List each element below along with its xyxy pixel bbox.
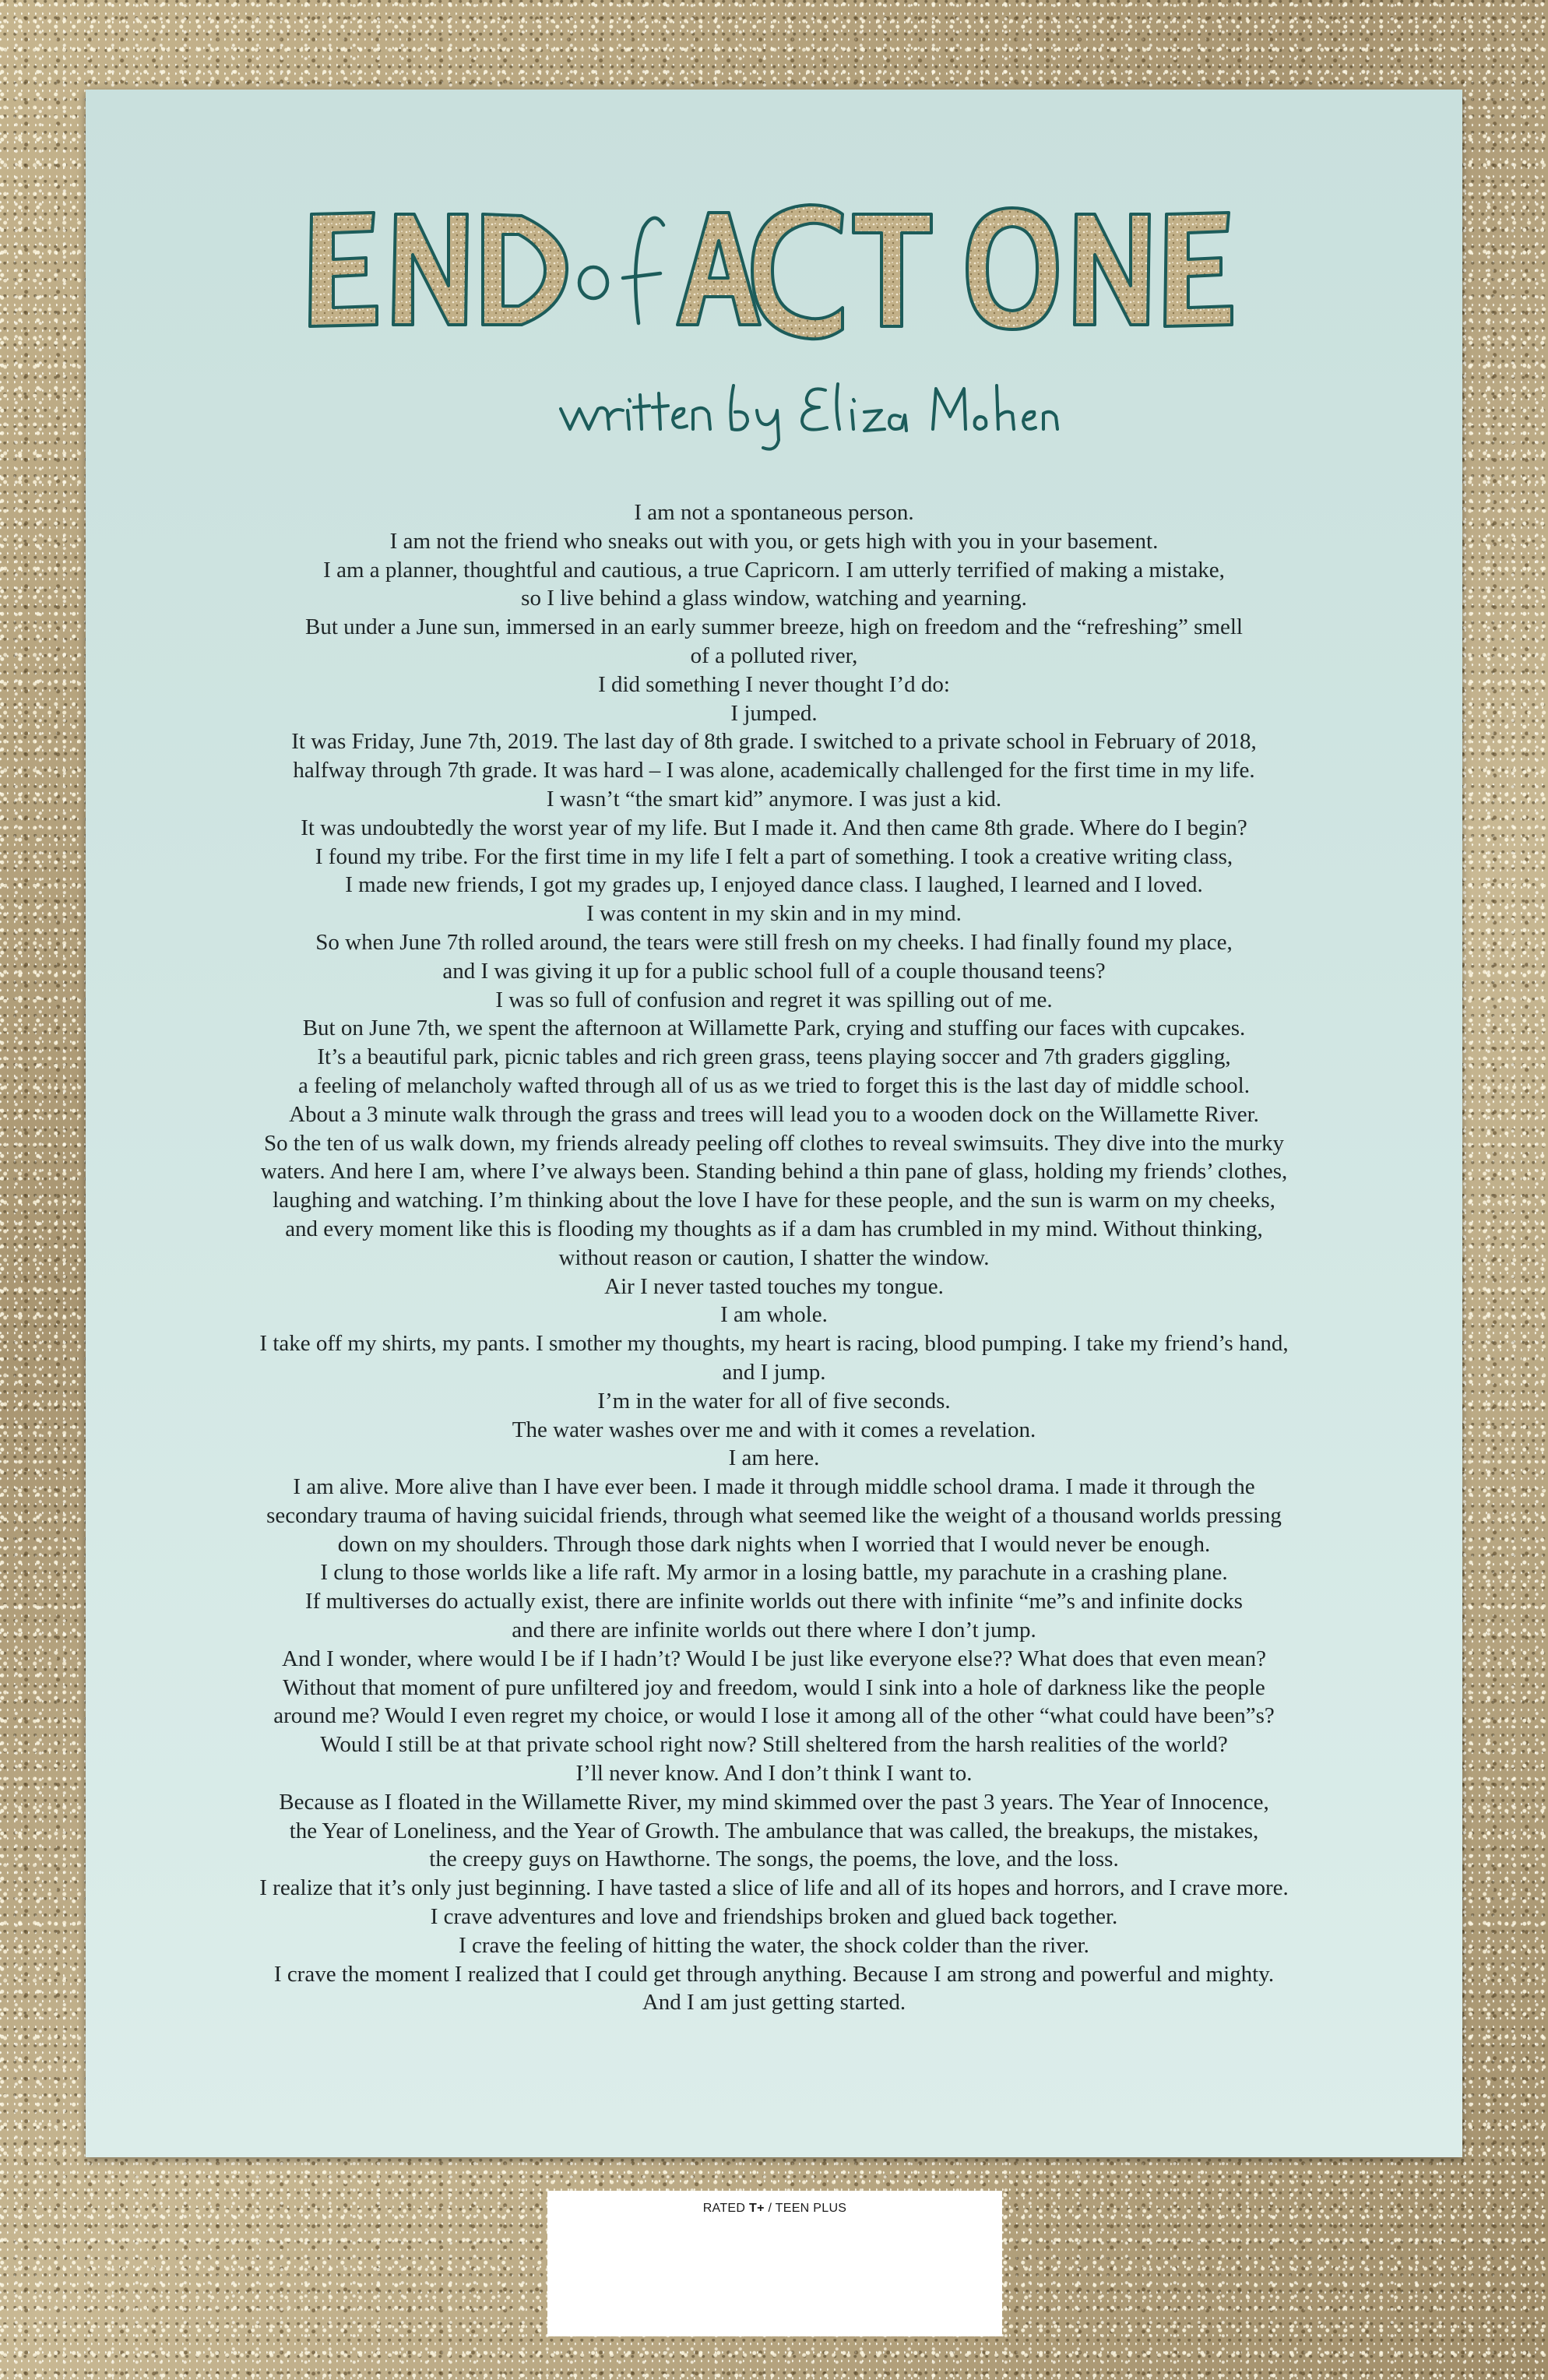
poem-line: I was so full of confusion and regret it was spilling out of me. <box>495 987 1053 1012</box>
poem-line: around me? Would I even regret my choice, or would I lose it among all of the other “what could have been”s? <box>273 1703 1275 1729</box>
poem-line: waters. And here I am, where I’ve always been. Standing behind a thin pane of glass, holding my friends’ clothes, <box>260 1159 1288 1185</box>
poem-line: laughing and watching. I’m thinking about the love I have for these people, and the sun is warm on my cheeks, <box>273 1188 1275 1213</box>
poem-line: But on June 7th, we spent the afternoon at Willamette Park, crying and stuffing our faces with cupcakes. <box>302 1016 1246 1041</box>
poem-line: I crave the feeling of hitting the water, the shock colder than the river. <box>459 1932 1089 1958</box>
poem-line: Would I still be at that private school right now? Still sheltered from the harsh realities of the world? <box>320 1732 1228 1758</box>
poem-line: and every moment like this is flooding my thoughts as if a dam has crumbled in my mind. Without thinking, <box>285 1216 1263 1241</box>
poem-line: About a 3 minute walk through the grass and trees will lead you to a wooden dock on the Willamette River. <box>289 1101 1259 1127</box>
poem-line: I jumped. <box>730 700 818 726</box>
poem-line: So the ten of us walk down, my friends already peeling off clothes to reveal swimsuits. They dive into the murky <box>263 1130 1285 1156</box>
poem-line: I’ll never know. And I don’t think I want to. <box>575 1761 973 1787</box>
poem-line: I crave the moment I realized that I could get through anything. Because I am strong and powerful and mighty. <box>273 1961 1275 1987</box>
poem-line: But under a June sun, immersed in an early summer breeze, high on freedom and the “refreshing” smell <box>305 614 1243 640</box>
poem-line: I clung to those worlds like a life raft. My armor in a losing battle, my parachute in a crashing plane. <box>320 1560 1228 1586</box>
rating-label <box>547 2202 1002 2216</box>
poem-line: I realize that it’s only just beginning. I have tasted a slice of life and all of its hopes and horrors, and I crave more. <box>259 1875 1289 1901</box>
poem-line: down on my shoulders. Through those dark nights when I worried that I would never be enough. <box>337 1531 1211 1557</box>
byline-script <box>553 362 1067 456</box>
title-lettering <box>296 191 1332 347</box>
rating-prefix: RATED <box>702 2202 749 2215</box>
poem-line: halfway through 7th grade. It was hard – I was alone, academically challenged for the first time in my life. <box>293 758 1255 783</box>
poem-line: and I jump. <box>722 1359 826 1385</box>
poem-line: of a polluted river, <box>690 643 858 668</box>
poem-line: I am whole. <box>720 1302 828 1328</box>
poem-line: So when June 7th rolled around, the tears were still fresh on my cheeks. I had finally found my place, <box>315 929 1233 955</box>
poem-line: the Year of Loneliness, and the Year of Growth. The ambulance that was called, the breakups, the mistakes, <box>289 1818 1259 1843</box>
poem-line: I wasn’t “the smart kid” anymore. I was just a kid. <box>546 786 1002 812</box>
poem-line: The water washes over me and with it comes a revelation. <box>512 1417 1036 1442</box>
poem-line: And I wonder, where would I be if I hadn’t? Would I be just like everyone else?? What does that even mean? <box>281 1646 1267 1671</box>
poem-line: secondary trauma of having suicidal friends, through what seemed like the weight of a thousand worlds pressing <box>266 1502 1282 1528</box>
poem-line: so I live behind a glass window, watching and yearning. <box>521 586 1027 611</box>
poem-line: and there are infinite worlds out there where I don’t jump. <box>512 1618 1036 1643</box>
title-block <box>86 191 1462 448</box>
poem-line: I take off my shirts, my pants. I smother my thoughts, my heart is racing, blood pumping. I take my friend’s hand, <box>259 1331 1289 1357</box>
poem-text <box>179 498 1369 2017</box>
poem-line: Without that moment of pure unfiltered joy and freedom, would I sink into a hole of darkness like the people <box>283 1674 1265 1700</box>
poem-line: I am not the friend who sneaks out with you, or gets high with you in your basement. <box>389 528 1159 554</box>
rating-suffix: / TEEN PLUS <box>764 2202 847 2215</box>
poem-line: I am alive. More alive than I have ever been. I made it through middle school drama. I made it through the <box>293 1474 1255 1500</box>
poem-line: It was undoubtedly the worst year of my life. But I made it. And then came 8th grade. Where do I begin? <box>301 815 1247 840</box>
poem-line: It was Friday, June 7th, 2019. The last day of 8th grade. I switched to a private school in February of 2018, <box>291 729 1257 755</box>
rating-box <box>547 2191 1002 2336</box>
poem-line: I am not a spontaneous person. <box>634 500 914 525</box>
poem-line: If multiverses do actually exist, there are infinite worlds out there with infinite “me”s and infinite docks <box>305 1589 1243 1614</box>
poem-line: I am here. <box>728 1445 820 1471</box>
poem-line: It’s a beautiful park, picnic tables and rich green grass, teens playing soccer and 7th graders giggling, <box>317 1044 1231 1070</box>
poem-line: I did something I never thought I’d do: <box>598 671 950 697</box>
poem-line: I am a planner, thoughtful and cautious, a true Capricorn. I am utterly terrified of making a mistake, <box>323 557 1225 583</box>
poem-line: I was content in my skin and in my mind. <box>586 901 962 927</box>
poem-line: I’m in the water for all of five seconds. <box>597 1388 951 1414</box>
poem-line: Because as I floated in the Willamette River, my mind skimmed over the past 3 years. The Year of Innocence, <box>279 1789 1269 1815</box>
poem-line: And I am just getting started. <box>642 1990 906 2016</box>
poem-line: and I was giving it up for a public school full of a couple thousand teens? <box>442 958 1106 984</box>
rating-code: T+ <box>749 2202 765 2215</box>
poem-line: I made new friends, I got my grades up, I enjoyed dance class. I laughed, I learned and I loved. <box>345 872 1203 898</box>
poem-line: without reason or caution, I shatter the window. <box>558 1245 990 1270</box>
poem-page <box>86 90 1462 2157</box>
poem-line: I found my tribe. For the first time in my life I felt a part of something. I took a creative writing class, <box>315 843 1233 869</box>
poem-line: I crave adventures and love and friendships broken and glued back together. <box>430 1904 1118 1930</box>
poem-line: Air I never tasted touches my tongue. <box>604 1273 944 1299</box>
poem-line: a feeling of melancholy wafted through all of us as we tried to forget this is the last day of middle school. <box>298 1072 1250 1098</box>
poem-line: the creepy guys on Hawthorne. The songs, the poems, the love, and the loss. <box>429 1847 1119 1872</box>
